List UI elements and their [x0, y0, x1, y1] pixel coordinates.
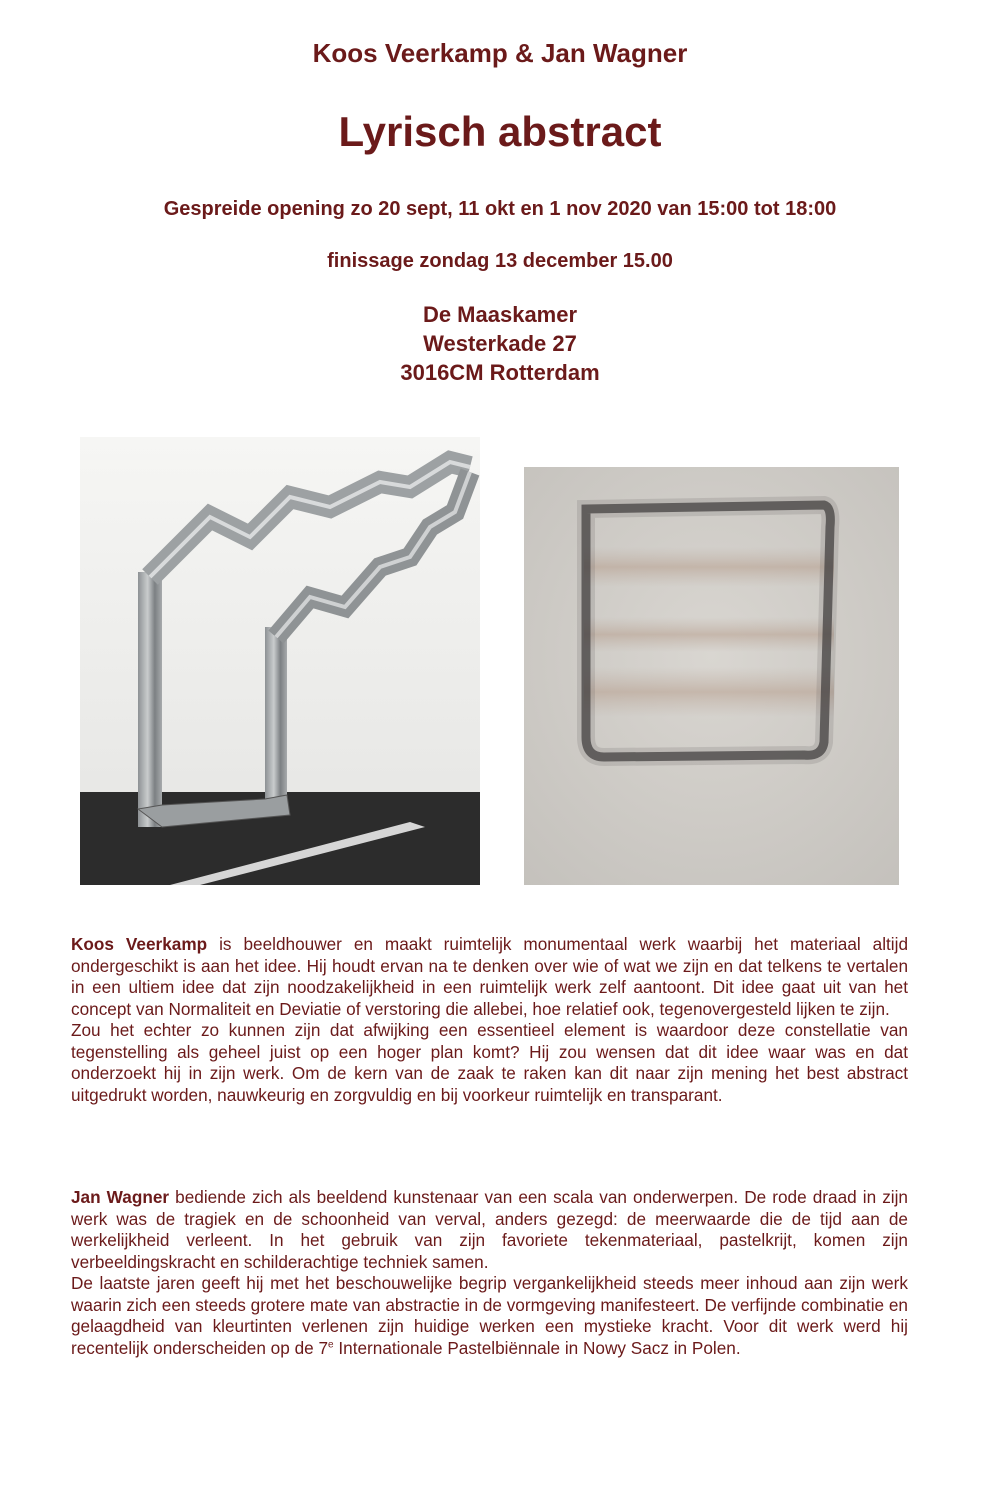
jan-paragraph-1 — [71, 1187, 908, 1273]
jan-text-1: bediende zich als beeldend kunstenaar van een scala van onderwerpen. De rode draad in zijn werk was de tragiek en de schoonheid van verval, anders gezegd: de meerwaarde die de tijd aan de werkelijkheid verleent. In het gebruik van zijn favoriete tekenmateriaal, pastelkrijt, komen zijn verbeeldingskracht en schilderachtige techniek samen. — [71, 1187, 908, 1272]
opening-dates: Gespreide opening zo 20 sept, 11 okt en 1 nov 2020 van 15:00 tot 18:00 — [163, 198, 837, 220]
venue-address — [0, 300, 1000, 387]
jan-name: Jan Wagner — [71, 1187, 170, 1207]
venue-street: Westerkade 27 — [423, 331, 577, 356]
venue-name: De Maaskamer — [422, 302, 578, 327]
jan-text-2a: De laatste jaren geeft hij met het beschouwelijke begrip vergankelijkheid steeds meer inhoud aan zijn werk waarin zich een steeds grotere mate van abstractie in de vormgeving manifesteert. De verfijnde combinatie en gelaagdheid van kleurtinten verlenen zijn huidige werken een mystieke kracht. Voor dit werk werd hij recentelijk onderscheiden op de 7 — [71, 1273, 908, 1358]
sculpture-image — [80, 437, 480, 885]
sculpture-photo — [80, 437, 480, 885]
finissage-date: finissage zondag 13 december 15.00 — [327, 250, 673, 272]
koos-text-1: is beeldhouwer en maakt ruimtelijk monumentaal werk waarbij het materiaal altijd ondergeschikt is aan het idee. Hij houdt ervan na te denken over wie of wat we zijn en dat telkens te vertalen in een ultiem idee dat zijn noodzakelijkheid in een ruimtelijk werk zelf aantoont. Dit idee gaat uit van het concept van Normaliteit en Deviatie of verstoring die allebei, hoe relatief ook, tegenovergesteld lijken te zijn. — [71, 934, 909, 1019]
koos-paragraph-1 — [71, 934, 908, 1020]
painting-image — [524, 467, 899, 885]
koos-paragraph-2: Zou het echter zo kunnen zijn dat afwijking een essentieel element is waardoor deze constellatie van tegenstelling als geheel juist op een hoger plan komt? Hij zou wensen dat dit idee waar was en dat onderzoekt hij in zijn werk. Om de kern van de zaak te raken kan dit naar zijn mening het best abstract uitgedrukt worden, nauwkeurig en zorgvuldig en bij voorkeur ruimtelijk en transparant. — [71, 1020, 908, 1105]
exhibition-title: Lyrisch abstract — [338, 108, 662, 155]
koos-veerkamp-description — [71, 934, 908, 1106]
koos-name: Koos Veerkamp — [71, 934, 208, 954]
painting-photo — [524, 467, 899, 885]
venue-city: 3016CM Rotterdam — [400, 360, 600, 385]
ordinal-superscript: e — [328, 1338, 334, 1350]
artists-heading: Koos Veerkamp & Jan Wagner — [312, 38, 688, 68]
jan-paragraph-2 — [71, 1273, 908, 1359]
jan-wagner-description — [71, 1187, 908, 1359]
jan-text-2b: Internationale Pastelbiënnale in Nowy Sacz in Polen. — [333, 1337, 741, 1358]
